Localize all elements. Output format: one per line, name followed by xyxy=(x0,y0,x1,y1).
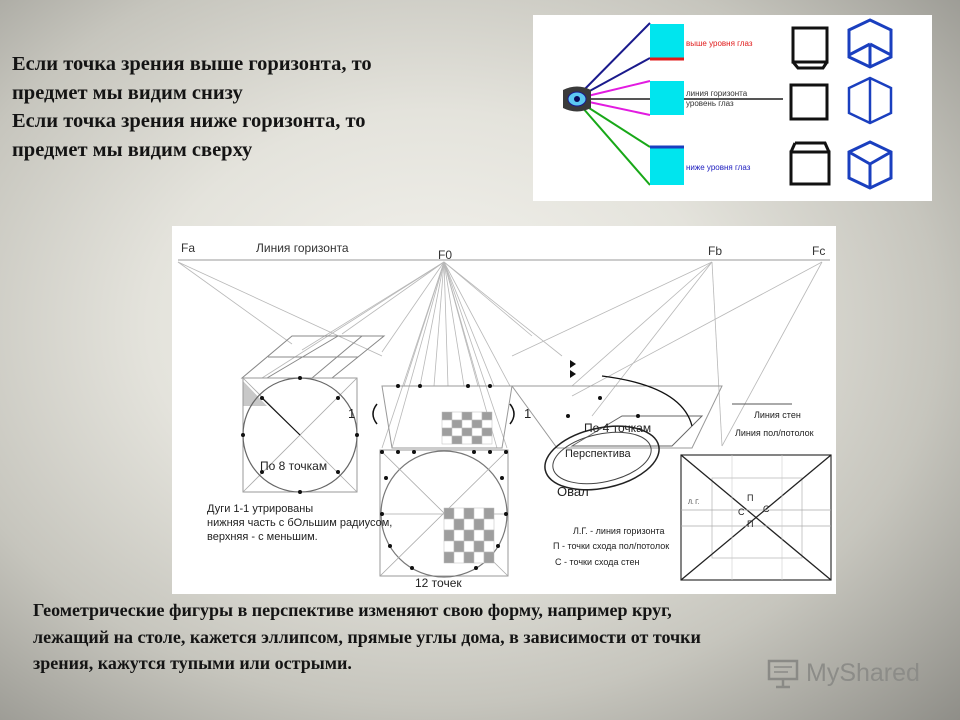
by-12-label: 12 точек xyxy=(415,576,462,590)
checker-cell xyxy=(482,436,492,444)
perspective-label: Перспектива xyxy=(565,448,631,460)
checker-cell xyxy=(452,412,462,420)
intro-line-1: Если точка зрения выше горизонта, то xyxy=(12,53,372,75)
checker-cell xyxy=(472,428,482,436)
checker-cell xyxy=(464,552,474,563)
fa-label: Fa xyxy=(181,241,196,255)
checker-cell xyxy=(462,428,472,436)
arcs-note-2: нижняя часть с бОльшим радиусом, xyxy=(207,517,393,529)
checker-cell xyxy=(464,530,474,541)
cube-above-view xyxy=(791,143,829,184)
f0-label: F0 xyxy=(438,248,453,262)
above-eye-label: выше уровня глаз xyxy=(686,39,753,48)
checker-cell xyxy=(472,420,482,428)
conclusion-line-3: зрения, кажутся тупыми или острыми. xyxy=(33,653,352,673)
conclusion-line-1: Геометрические фигуры в перспективе изменяют свою форму, например круг, xyxy=(33,600,672,620)
intro-line-2: предмет мы видим снизу xyxy=(12,81,243,104)
checker-cell xyxy=(464,541,474,552)
horizon-label: линия горизонта xyxy=(686,89,748,98)
checker-cell xyxy=(442,412,452,420)
checker-cell xyxy=(452,420,462,428)
walls-line-label: Линия стен xyxy=(754,410,801,420)
checker-cell xyxy=(462,420,472,428)
by-8-label: По 8 точкам xyxy=(260,459,328,473)
arrow-marks xyxy=(570,360,576,378)
sight-line xyxy=(575,23,650,99)
presentation-icon xyxy=(766,658,802,690)
lg-legend: Л.Г. - линия горизонта xyxy=(573,526,665,536)
arc-label-left: 1 xyxy=(348,406,356,421)
checker-cell xyxy=(464,508,474,519)
hex-cube-level xyxy=(849,78,891,123)
eye-icon xyxy=(563,87,591,112)
vanishing-rays xyxy=(178,262,822,448)
checker-cell xyxy=(444,530,454,541)
floor-line-label: Линия пол/потолок xyxy=(735,428,814,438)
hex-cube-below xyxy=(849,20,891,67)
checker-cell xyxy=(444,519,454,530)
top-rhombus xyxy=(242,336,384,378)
checker-cell xyxy=(482,420,492,428)
intro-line-3: Если точка зрения ниже горизонта, то xyxy=(12,110,366,132)
hex-cube-above xyxy=(849,142,891,188)
checker-cell xyxy=(444,552,454,563)
arc-right xyxy=(510,404,514,424)
checker-cell xyxy=(484,530,494,541)
lg-mark: Л. Г. xyxy=(688,500,700,506)
checker-cell xyxy=(454,530,464,541)
circle-by-8 xyxy=(241,376,359,494)
checker-cell xyxy=(474,552,484,563)
p-mark-top: П xyxy=(747,493,754,503)
arc-label-right: 1 xyxy=(524,406,532,421)
checker-cell xyxy=(484,541,494,552)
checker-cell xyxy=(442,428,452,436)
checker-cell xyxy=(474,519,484,530)
arc-left xyxy=(373,404,377,424)
oval-label: Овал xyxy=(557,484,589,499)
p-mark-bottom: П xyxy=(747,519,754,529)
watermark xyxy=(766,658,946,692)
rhombus-by-4 xyxy=(512,376,722,448)
eye-level-label: уровень глаз xyxy=(686,99,734,108)
checker-cell xyxy=(484,519,494,530)
c-mark-left: С xyxy=(738,507,745,517)
checker-cell xyxy=(444,508,454,519)
checker-cell xyxy=(484,508,494,519)
square-below xyxy=(650,147,684,185)
square-level xyxy=(650,81,684,115)
perspective-diagram xyxy=(172,226,836,594)
checkerboard-top xyxy=(442,412,492,444)
fc-label: Fc xyxy=(812,244,826,258)
checker-cell xyxy=(452,436,462,444)
cube-front-view xyxy=(791,85,827,119)
checker-cell xyxy=(454,541,464,552)
cube-below-view xyxy=(793,28,827,68)
checker-cell xyxy=(442,420,452,428)
below-eye-label: ниже уровня глаз xyxy=(686,163,751,172)
checker-cell xyxy=(462,412,472,420)
checker-cell xyxy=(454,508,464,519)
checker-cell xyxy=(474,508,484,519)
eye-level-diagram xyxy=(533,15,932,201)
square-above xyxy=(650,24,684,58)
watermark-text: MyShared xyxy=(806,659,920,687)
intro-text xyxy=(12,50,512,164)
room-box xyxy=(681,455,831,580)
checker-cell xyxy=(472,412,482,420)
checker-cell xyxy=(472,436,482,444)
checkerboard-bottom xyxy=(444,508,494,563)
conclusion-line-2: лежащий на столе, кажется эллипсом, прямые углы дома, в зависимости от точки xyxy=(33,626,701,647)
c-mark-right: С xyxy=(763,504,770,514)
checker-cell xyxy=(454,552,464,563)
arcs-note-3: верхняя - с меньшим. xyxy=(207,531,318,543)
checker-cell xyxy=(474,530,484,541)
c-legend: С - точки схода стен xyxy=(555,557,640,567)
checker-cell xyxy=(482,412,492,420)
checker-cell xyxy=(452,428,462,436)
checker-cell xyxy=(462,436,472,444)
intro-line-4: предмет мы видим сверху xyxy=(12,138,253,161)
checker-cell xyxy=(464,519,474,530)
checker-cell xyxy=(444,541,454,552)
checker-cell xyxy=(484,552,494,563)
p-legend: П - точки схода пол/потолок xyxy=(553,541,670,551)
checker-cell xyxy=(454,519,464,530)
arcs-note-1: Дуги 1-1 утрированы xyxy=(207,503,314,515)
checker-cell xyxy=(482,428,492,436)
horizon-label: Линия горизонта xyxy=(256,241,349,255)
checker-cell xyxy=(474,541,484,552)
checker-cell xyxy=(442,436,452,444)
fb-label: Fb xyxy=(708,244,723,258)
by-4-label: По 4 точкам xyxy=(584,421,652,435)
